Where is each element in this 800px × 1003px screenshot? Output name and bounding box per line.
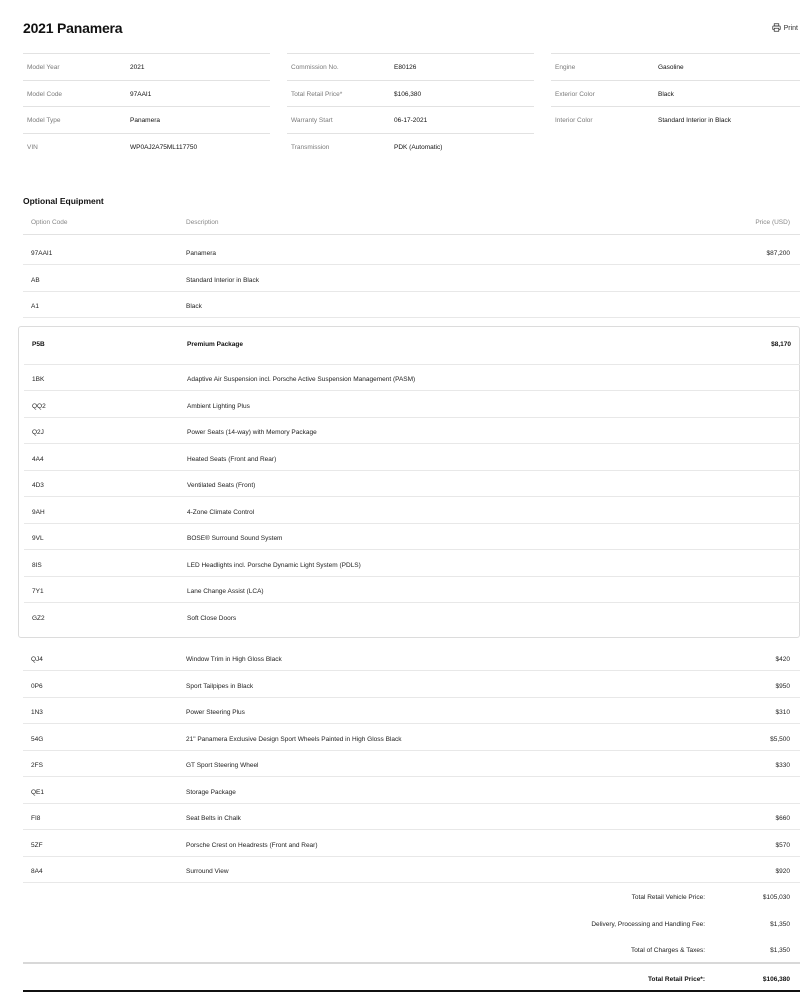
spec-value: Black <box>658 90 674 98</box>
spec-cell <box>287 106 534 133</box>
spec-label: VIN <box>27 143 38 151</box>
option-description: Adaptive Air Suspension incl. Porsche Active Suspension Management (PASM) <box>187 376 416 383</box>
total-value: $1,350 <box>770 920 790 928</box>
option-description: Standard Interior in Black <box>186 276 259 284</box>
spec-cell <box>23 133 270 160</box>
option-code: 5ZF <box>31 841 43 849</box>
option-description: Seat Belts in Chalk <box>186 815 241 822</box>
option-code: 8IS <box>32 561 42 569</box>
option-description: Ventilated Seats (Front) <box>187 482 256 489</box>
spec-label: Model Year <box>27 64 60 71</box>
premium-package-group <box>18 326 800 638</box>
option-description: Black <box>186 303 202 310</box>
table-header <box>23 212 800 235</box>
package-header-row <box>24 327 800 365</box>
option-description: BOSE® Surround Sound System <box>187 535 283 542</box>
spec-cell <box>23 80 270 107</box>
option-description: Power Seats (14-way) with Memory Package <box>187 429 317 436</box>
col-header-option-code: Option Code <box>31 219 68 226</box>
spec-cell-empty <box>551 133 800 160</box>
option-price: $920 <box>775 868 790 875</box>
table-row <box>23 804 800 830</box>
spec-label: Interior Color <box>555 117 593 124</box>
option-code: A1 <box>31 303 39 310</box>
total-value: $1,350 <box>770 947 790 954</box>
package-item-row <box>24 471 800 497</box>
option-description: Porsche Crest on Headrests (Front and Rear) <box>186 841 318 849</box>
option-description: 21" Panamera Exclusive Design Sport Wheels Painted in High Gloss Black <box>186 735 402 743</box>
spec-cell <box>551 53 800 80</box>
option-price: $420 <box>775 656 790 663</box>
grand-total-divider <box>23 990 800 992</box>
option-description: Soft Close Doors <box>187 614 237 622</box>
option-description: Lane Change Assist (LCA) <box>187 588 264 595</box>
totals-divider <box>23 962 800 964</box>
option-description: Premium Package <box>187 341 244 348</box>
option-description: Window Trim in High Gloss Black <box>186 656 282 663</box>
page-title: 2021 Panamera <box>23 20 123 36</box>
spec-value: WP0AJ2A75ML117750 <box>130 143 198 151</box>
grand-total-label: Total Retail Price*: <box>648 976 705 983</box>
spec-value: Panamera <box>130 117 160 124</box>
table-row <box>23 266 800 292</box>
option-price: $660 <box>775 815 790 822</box>
option-description: LED Headlights incl. Porsche Dynamic Light System (PDLS) <box>187 561 361 569</box>
table-row <box>23 698 800 724</box>
spec-label: Commission No. <box>291 64 339 71</box>
total-label: Total of Charges & Taxes: <box>631 947 705 954</box>
option-code: 54G <box>31 735 44 743</box>
option-code: 4A4 <box>32 455 44 463</box>
spec-row <box>23 53 800 80</box>
option-code: P5B <box>32 341 45 348</box>
spec-label: Warranty Start <box>291 117 333 124</box>
option-code: FI8 <box>31 815 41 822</box>
total-label: Total Retail Vehicle Price: <box>631 894 705 901</box>
spec-label: Model Type <box>27 117 61 124</box>
spec-cell <box>23 53 270 80</box>
option-code: AB <box>31 276 40 284</box>
printer-icon <box>772 23 781 34</box>
package-item-row <box>24 392 800 418</box>
option-description: Surround View <box>186 868 229 875</box>
col-header-price: Price (USD) <box>755 219 790 226</box>
option-description: Ambient Lighting Plus <box>187 402 250 410</box>
print-label: Print <box>783 25 798 32</box>
print-button[interactable] <box>772 23 798 34</box>
option-description: Storage Package <box>186 788 236 796</box>
table-row <box>23 645 800 671</box>
option-description: GT Sport Steering Wheel <box>186 762 259 769</box>
option-code: 97AAI1 <box>31 250 53 257</box>
spec-label: Transmission <box>291 143 330 151</box>
option-price: $570 <box>775 841 790 849</box>
spec-value: 2021 <box>130 64 145 71</box>
spec-cell <box>287 80 534 107</box>
package-item-row <box>24 498 800 524</box>
option-description: Panamera <box>186 250 216 257</box>
option-code: 2FS <box>31 762 43 769</box>
option-code: 7Y1 <box>32 588 44 595</box>
option-code: 0P6 <box>31 682 43 690</box>
total-value: $105,030 <box>762 894 790 901</box>
option-code: QE1 <box>31 788 45 796</box>
spec-cell <box>551 80 800 107</box>
option-price: $87,200 <box>766 250 790 257</box>
page-header <box>23 20 800 38</box>
spec-cell <box>551 106 800 133</box>
spec-value: PDK (Automatic) <box>394 143 443 151</box>
option-code: 4D3 <box>32 482 44 489</box>
package-item-row <box>24 418 800 444</box>
table-row <box>23 831 800 857</box>
table-row <box>23 725 800 751</box>
spec-row <box>23 106 800 133</box>
option-code: 9VL <box>32 535 44 542</box>
option-code: Q2J <box>32 429 44 436</box>
option-description: 4-Zone Climate Control <box>187 508 255 516</box>
grand-total-row <box>23 966 800 992</box>
option-price: $8,170 <box>771 341 791 348</box>
table-row <box>23 239 800 265</box>
spec-value: E80126 <box>394 64 417 71</box>
table-row <box>23 857 800 883</box>
spec-cell <box>287 133 534 160</box>
option-code: 1BK <box>32 376 45 383</box>
table-row <box>23 751 800 777</box>
total-row <box>23 911 800 937</box>
col-header-description: Description <box>186 219 219 226</box>
optional-equipment-title: Optional Equipment <box>23 196 104 206</box>
option-code: QQ2 <box>32 402 46 410</box>
option-code: GZ2 <box>32 614 45 622</box>
spec-label: Exterior Color <box>555 90 595 98</box>
package-item-row <box>24 604 800 630</box>
package-item-row <box>24 445 800 471</box>
table-row <box>23 778 800 804</box>
spec-row <box>23 80 800 107</box>
package-item-row <box>24 551 800 577</box>
option-code: QJ4 <box>31 656 43 663</box>
option-price: $310 <box>775 709 790 716</box>
option-code: 1N3 <box>31 709 43 716</box>
option-price: $950 <box>775 682 790 690</box>
option-code: 8A4 <box>31 868 43 875</box>
spec-value: 06-17-2021 <box>394 117 428 124</box>
spec-label: Model Code <box>27 90 63 98</box>
spec-label: Engine <box>555 64 576 71</box>
option-code: 9AH <box>32 508 45 516</box>
option-price: $5,500 <box>770 735 790 743</box>
table-row <box>23 672 800 698</box>
spec-value: 97AAI1 <box>130 90 152 98</box>
package-item-row <box>24 524 800 550</box>
spec-value: $106,380 <box>394 90 422 98</box>
option-description: Power Steering Plus <box>186 709 245 716</box>
total-label: Delivery, Processing and Handling Fee: <box>591 920 705 928</box>
spec-cell <box>287 53 534 80</box>
spec-row <box>23 133 800 160</box>
spec-value: Standard Interior in Black <box>658 117 731 124</box>
option-description: Sport Tailpipes in Black <box>186 682 254 690</box>
total-row <box>23 884 800 910</box>
package-item-row <box>24 365 800 391</box>
spec-label: Total Retail Price* <box>291 90 343 98</box>
spec-cell <box>23 106 270 133</box>
package-item-row <box>24 577 800 603</box>
option-price: $330 <box>775 762 790 769</box>
grand-total-value: $106,380 <box>762 976 790 983</box>
spec-value: Gasoline <box>658 64 684 71</box>
table-row <box>23 292 800 318</box>
option-description: Heated Seats (Front and Rear) <box>187 455 277 463</box>
total-row <box>23 937 800 963</box>
